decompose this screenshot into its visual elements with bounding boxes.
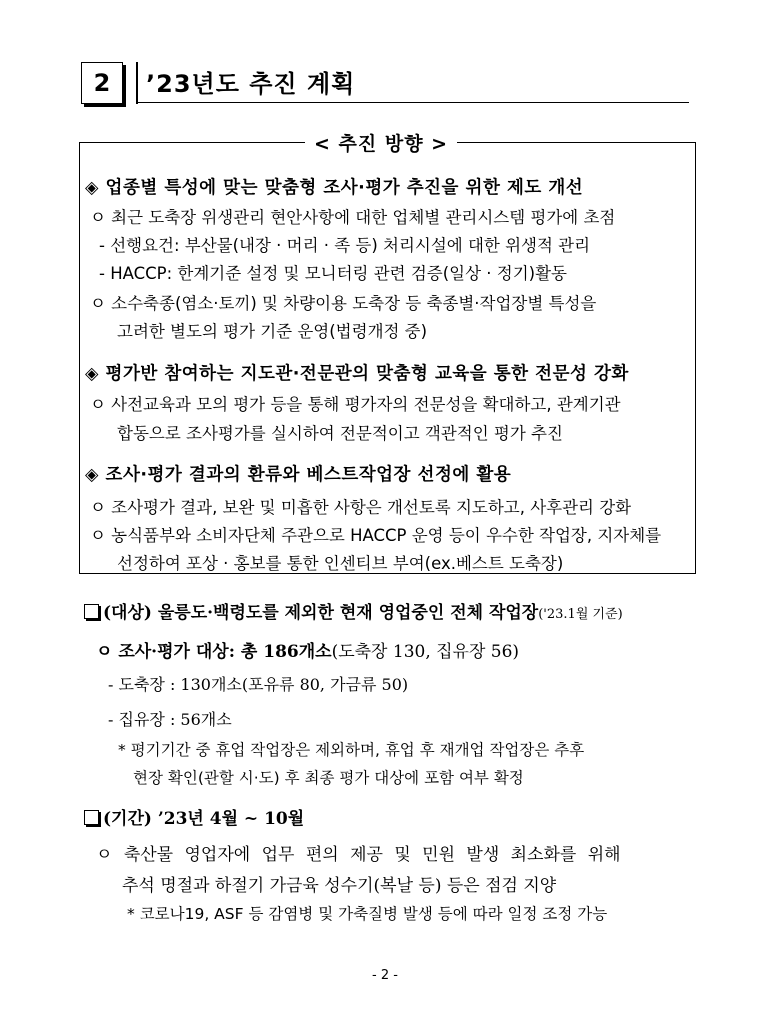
target-sub-milk-collection: - 집유장 : 56개소 [108, 710, 232, 729]
period-heading: (기간) ’23년 4월 ~ 10월 [84, 804, 304, 829]
target-heading-note: ('23.1월 기준) [538, 607, 623, 622]
direction-heading-3: ◈ 조사·평가 결과의 환류와 베스트작업장 선정에 활용 [85, 465, 512, 485]
target-count: ㅇ 조사·평가 대상: 총 186개소(도축장 130, 집유장 56) [96, 642, 520, 662]
period-note: * 코로나19, ASF 등 감염병 및 가축질병 발생 등에 따라 일정 조정 가능 [127, 905, 608, 923]
target-note-line1: * 평기기간 중 휴업 작업장은 제외하며, 휴업 후 재개업 작업장은 추후 [118, 741, 585, 759]
direction-line: ㅇ 조사평가 결과, 보완 및 미흡한 사항은 개선토록 지도하고, 사후관리 강화 [90, 498, 632, 517]
direction-line: 고려한 별도의 평가 기준 운영(법령개정 중) [117, 322, 428, 341]
direction-line: ㅇ 최근 도축장 위생관리 현안사항에 대한 업체별 관리시스템 평가에 초점 [90, 208, 616, 227]
target-heading: (대상) 울릉도·백령도를 제외한 현재 영업중인 전체 작업장('23.1월 기준) [84, 598, 623, 623]
period-line2: 추석 명절과 하절기 가금육 성수기(복날 등) 등은 점검 지양 [122, 876, 557, 896]
direction-box-title: < 추진 방향 > [305, 129, 457, 156]
direction-heading-2: ◈ 평가반 참여하는 지도관·전문관의 맞춤형 교육을 통한 전문성 강화 [85, 364, 629, 384]
period-line1: ㅇ 축산물 영업자에 업무 편의 제공 및 민원 발생 최소화를 위해 [96, 845, 621, 865]
target-note-line2: 현장 확인(관할 시·도) 후 최종 평가 대상에 포함 여부 확정 [133, 769, 524, 787]
section-title: ’23년도 추진 계획 [146, 70, 356, 98]
page-number: - 2 - [372, 968, 398, 983]
direction-line: 합동으로 조사평가를 실시하여 전문적이고 객관적인 평가 추진 [117, 424, 563, 443]
direction-line: - 선행요건: 부산물(내장 · 머리 · 족 등) 처리시설에 대한 위생적 관리 [99, 236, 591, 255]
section-divider [136, 62, 138, 104]
direction-heading-1: ◈ 업종별 특성에 맞는 맞춤형 조사·평가 추진을 위한 제도 개선 [85, 178, 584, 198]
target-sub-slaughterhouse: - 도축장 : 130개소(포유류 80, 가금류 50) [108, 675, 409, 694]
direction-line: - HACCP: 한계기준 설정 및 모니터링 관련 검증(일상 · 정기)활동 [99, 264, 567, 283]
section-number: 2 [93, 69, 111, 97]
direction-line: ㅇ 농식품부와 소비자단체 주관으로 HACCP 운영 등이 우수한 작업장, 지자체를 [90, 526, 662, 545]
square-bullet-icon [84, 810, 99, 825]
direction-line: ㅇ 사전교육과 모의 평가 등을 통해 평가자의 전문성을 확대하고, 관계기관 [90, 395, 621, 414]
section-number-box [81, 62, 123, 104]
square-bullet-icon [84, 604, 99, 619]
direction-line: 선정하여 포상 · 홍보를 통한 인센티브 부여(ex.베스트 도축장) [117, 554, 564, 573]
direction-line: ㅇ 소수축종(염소·토끼) 및 차량이용 도축장 등 축종별·작업장별 특성을 [90, 294, 597, 313]
section-underline [138, 102, 689, 103]
